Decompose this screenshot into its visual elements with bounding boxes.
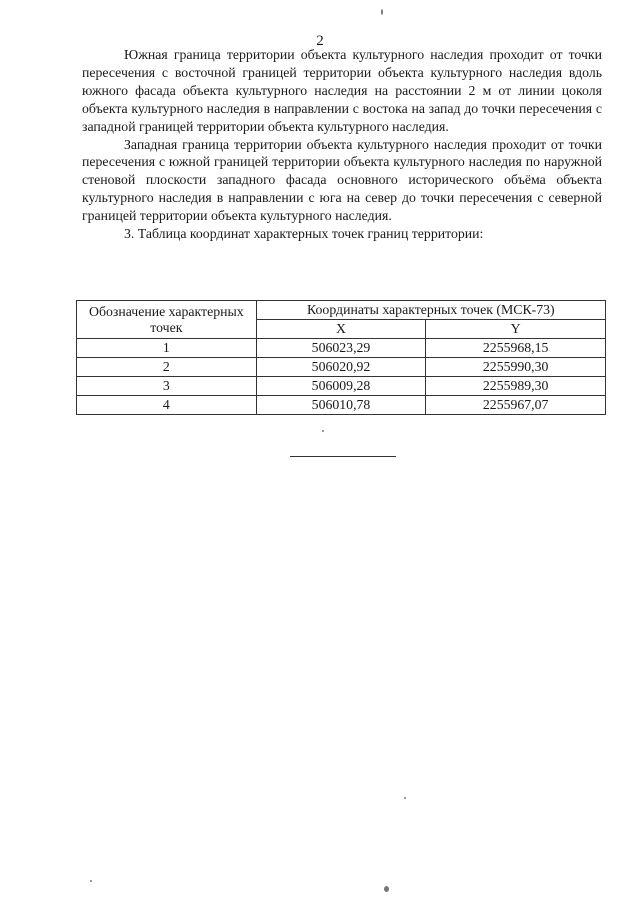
table-caption: 3. Таблица координат характерных точек границ территории: (124, 226, 484, 242)
table-row (77, 377, 606, 396)
paragraph-west-border: Западная граница территории объекта культурного наследия проходит от точки пересечения с южной границей территории объекта культурного наследия по наружной стеновой плоскости западного фасада основного исторического объёма объекта культурного наследия в направлении с юга на север до точки пересечения с северной границей территории объекта культурного наследия. (82, 136, 602, 224)
cell-y: 2255968,15 (426, 339, 606, 358)
scan-speck (384, 886, 389, 892)
scan-speck (404, 797, 406, 799)
table-header-row (77, 301, 606, 320)
cell-y: 2255990,30 (426, 358, 606, 377)
cell-point: 4 (77, 396, 257, 415)
cell-x: 506023,29 (256, 339, 426, 358)
cell-x: 506009,28 (256, 377, 426, 396)
scan-speck (322, 430, 324, 432)
end-divider-line (290, 456, 396, 457)
header-coordinates: Координаты характерных точек (МСК-73) (256, 301, 605, 320)
cell-y: 2255967,07 (426, 396, 606, 415)
scan-speck (90, 880, 92, 882)
table-row (77, 396, 606, 415)
header-point-designation: Обозначение характерных точек (77, 301, 257, 339)
cell-y: 2255989,30 (426, 377, 606, 396)
page-number: 2 (316, 33, 324, 49)
coordinates-table (76, 300, 606, 415)
cell-point: 3 (77, 377, 257, 396)
cell-x: 506010,78 (256, 396, 426, 415)
paragraph-south-border: Южная граница территории объекта культурного наследия проходит от точки пересечения с восточной границей территории объекта культурного наследия вдоль южного фасада объекта культурного наследия на расстоянии 2 м от линии цоколя объекта культурного наследия в направлении с востока на запад до точки пересечения с западной границей территории объекта культурного наследия. (82, 47, 602, 134)
table-row (77, 339, 606, 358)
header-x: X (256, 320, 426, 339)
table-row (77, 358, 606, 377)
header-y: Y (426, 320, 606, 339)
scan-speck (381, 9, 383, 15)
document-body (82, 46, 602, 243)
cell-point: 2 (77, 358, 257, 377)
cell-point: 1 (77, 339, 257, 358)
cell-x: 506020,92 (256, 358, 426, 377)
